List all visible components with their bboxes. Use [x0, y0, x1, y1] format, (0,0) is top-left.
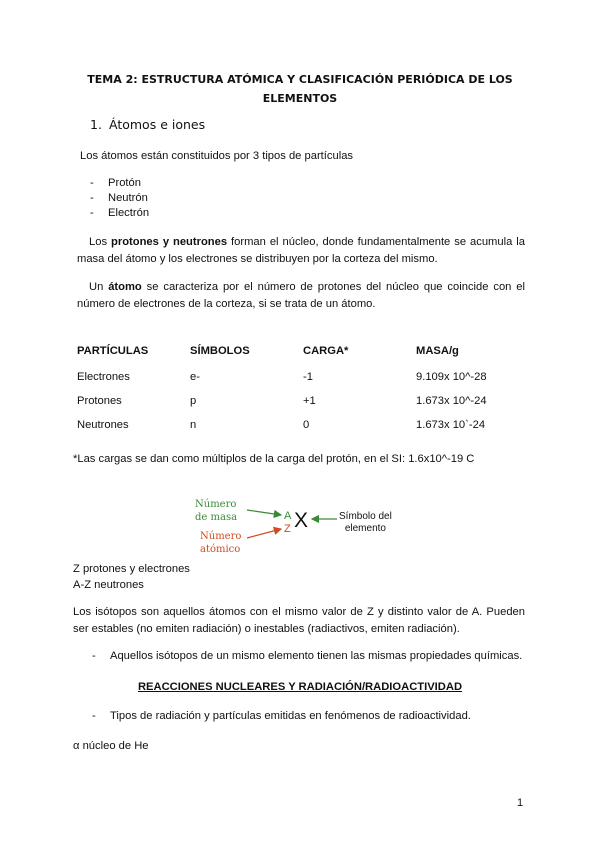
list-item: - Neutrón — [90, 192, 148, 204]
table-header: CARGA* — [303, 345, 349, 357]
table-cell: +1 — [303, 395, 316, 407]
paragraph-bold: átomo — [108, 281, 142, 293]
symbol-a: A — [284, 510, 292, 522]
list-item: - Tipos de radiación y partículas emitidas en fenómenos de radioactividad. — [92, 710, 471, 722]
label-line: Símbolo del — [339, 511, 392, 522]
page-number: 1 — [517, 797, 524, 809]
list-item-text: Aquellos isótopos de un mismo elemento tienen las mismas propiedades químicas. — [110, 650, 523, 662]
table-cell: p — [190, 395, 197, 407]
table-cell: Electrones — [77, 371, 130, 383]
atomic-number-label — [200, 530, 241, 556]
table-row — [77, 389, 536, 413]
az-line: A-Z neutrones — [73, 579, 144, 591]
element-symbol-label — [339, 511, 392, 535]
label-line: de masa — [195, 512, 238, 523]
section-title-nuclear: REACCIONES NUCLEARES Y RADIACIÓN/RADIOACTIVIDAD — [137, 681, 463, 693]
table-cell: 1.673x 10^-24 — [416, 395, 487, 407]
table-header: SÍMBOLOS — [190, 345, 250, 357]
paragraph-atom — [77, 279, 525, 313]
symbol-z: Z — [284, 523, 291, 535]
table-header-row — [77, 341, 536, 365]
table-cell: n — [190, 419, 197, 431]
section-heading — [90, 117, 205, 132]
list-item-text: Neutrón — [108, 192, 148, 204]
list-item: - Electrón — [90, 207, 150, 219]
section-number: 1. — [90, 117, 102, 132]
list-item: - Aquellos isótopos de un mismo elemento tienen las mismas propiedades químicas. — [92, 650, 523, 662]
table-row — [77, 365, 536, 389]
paragraph-text: Los — [89, 236, 111, 248]
table-cell: 0 — [303, 419, 310, 431]
mass-number-arrow — [247, 510, 281, 515]
table-cell: 1.673x 10`-24 — [416, 419, 486, 431]
table-cell: 9.109x 10^-28 — [416, 371, 487, 383]
table-header: PARTÍCULAS — [77, 345, 149, 357]
label-line: Número — [200, 531, 242, 542]
intro-text: Los átomos están constituidos por 3 tipos de partículas — [80, 150, 354, 162]
paragraph-text: forman el núcleo, donde fundamentalmente se acumula la masa del átomo y los electrones se distribuyen por la corteza del mismo. — [77, 236, 525, 265]
document-title: TEMA 2: ESTRUCTURA ATÓMICA Y CLASIFICACIÓN PERIÓDICA DE LOS ELEMENTOS — [87, 73, 513, 105]
paragraph-bold: protones y neutrones — [111, 236, 228, 248]
z-line: Z protones y electrones — [73, 563, 190, 575]
section-heading-text: Átomos e iones — [109, 117, 206, 132]
list-item-text: Protón — [108, 177, 141, 189]
atomic-number-arrow — [247, 529, 281, 538]
label-line: atómico — [200, 544, 241, 555]
table-cell: Protones — [77, 395, 122, 407]
list-item-text: Tipos de radiación y partículas emitidas en fenómenos de radioactividad. — [110, 710, 471, 722]
paragraph-text: Un — [89, 281, 109, 293]
paragraph-nucleus — [77, 234, 525, 268]
label-line: Número — [195, 499, 237, 510]
table-cell: Neutrones — [77, 419, 129, 431]
charge-note: *Las cargas se dan como múltiplos de la carga del protón, en el SI: 1.6x10^-19 C — [73, 453, 475, 465]
label-line: elemento — [344, 523, 386, 534]
paragraph-text: se caracteriza por el número de protones del núcleo que coincide con el número de electrones de la corteza, si se trata de un átomo. — [77, 281, 525, 310]
table-cell: e- — [190, 371, 200, 383]
table-cell: -1 — [303, 371, 313, 383]
table-row — [77, 413, 536, 437]
table-header: MASA/g — [416, 345, 459, 357]
mass-number-label — [195, 498, 237, 524]
isotopes-paragraph: Los isótopos son aquellos átomos con el mismo valor de Z y distinto valor de A. Pueden ser estables (no emiten radiación) o inestables (radiactivos, emiten radiación). — [73, 606, 525, 635]
list-item-text: Electrón — [108, 207, 150, 219]
list-item: - Protón — [90, 177, 141, 189]
symbol-x: X — [294, 509, 309, 532]
alpha-line: α núcleo de He — [73, 740, 149, 752]
particles-table — [77, 341, 536, 437]
